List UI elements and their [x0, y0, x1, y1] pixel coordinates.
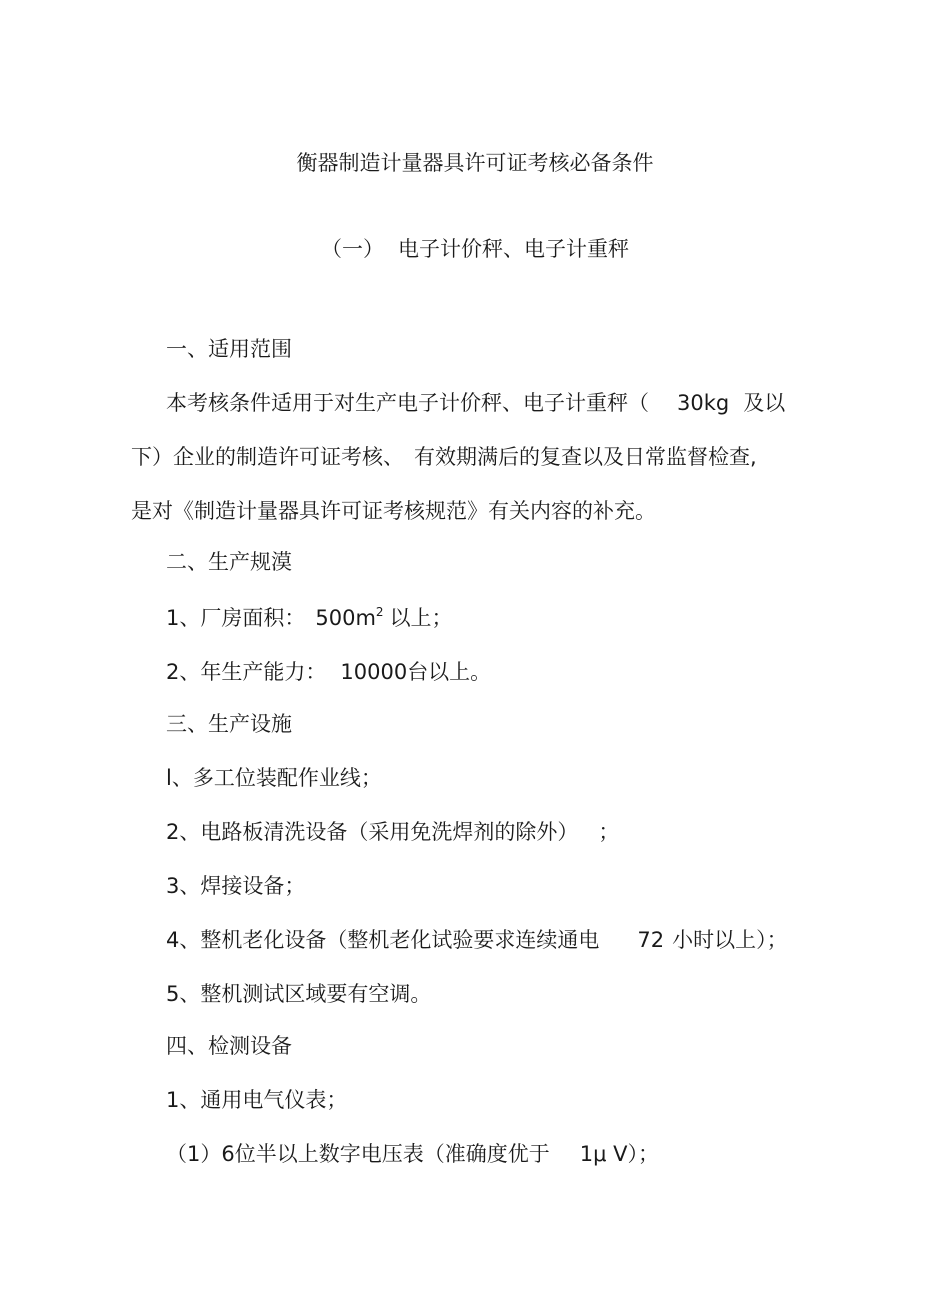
superscript: 2 — [375, 605, 384, 619]
document-subtitle — [0, 234, 950, 264]
item-text: 台以上。 — [407, 660, 492, 684]
section3-item2 — [166, 817, 619, 847]
section4-item1: 1、通用电气仪表； — [166, 1088, 348, 1112]
section2-item1 — [166, 603, 453, 633]
item-text: （1）6 — [166, 1142, 235, 1166]
document-title: 衡器制造计量器具许可证考核必备条件 — [296, 151, 654, 175]
item-text: 1μ V）； — [579, 1142, 659, 1166]
item-text: 小时以上）； — [672, 928, 788, 952]
section3-item1: l、多工位装配作业线； — [166, 766, 382, 790]
para-text: 下）企业的制造许可证考核、 — [131, 445, 404, 469]
item-text: 500m — [315, 606, 376, 630]
item-text: 以上； — [389, 606, 453, 630]
subtitle-number: （一） — [321, 237, 384, 261]
section3-item4 — [166, 925, 788, 955]
section1-para-line1 — [166, 388, 785, 418]
section3-heading: 三、生产设施 — [166, 712, 292, 736]
section1-heading: 一、适用范围 — [166, 337, 292, 361]
section3-item3: 3、焊接设备； — [166, 874, 306, 898]
section4-heading: 四、检测设备 — [166, 1034, 292, 1058]
item-text: 4、整机老化设备（整机老化试验要求连续通电 — [166, 928, 600, 952]
item-text: 10000 — [340, 660, 408, 684]
section1-para-line2 — [131, 442, 757, 472]
para-text: 本考核条件适用于对生产电子计价秤、电子计重秤（ — [166, 391, 649, 415]
item-text: ； — [598, 820, 620, 844]
item-text: 位半以上数字电压表（准确度优于 — [234, 1142, 550, 1166]
para-text: 30kg — [677, 391, 730, 415]
para-text: 有效期满后的复查以及日常监督检查, — [414, 445, 757, 469]
section2-item2 — [166, 657, 491, 687]
para-text: 及以 — [743, 391, 786, 415]
section4-sub1 — [166, 1139, 659, 1169]
section2-heading: 二、生产规漠 — [166, 550, 292, 574]
section1-para-line3: 是对《制造计量器具许可证考核规范》有关内容的补充。 — [131, 499, 656, 523]
item-text: 1、厂房面积： — [166, 606, 306, 630]
item-text: 2、年生产能力： — [166, 660, 327, 684]
item-text: 2、电路板清洗设备（采用免洗焊剂的除外） — [166, 820, 579, 844]
subtitle-text: 电子计价秤、电子计重秤 — [398, 237, 629, 261]
section3-item5: 5、整机测试区域要有空调。 — [166, 982, 432, 1006]
item-text: 72 — [637, 928, 665, 952]
